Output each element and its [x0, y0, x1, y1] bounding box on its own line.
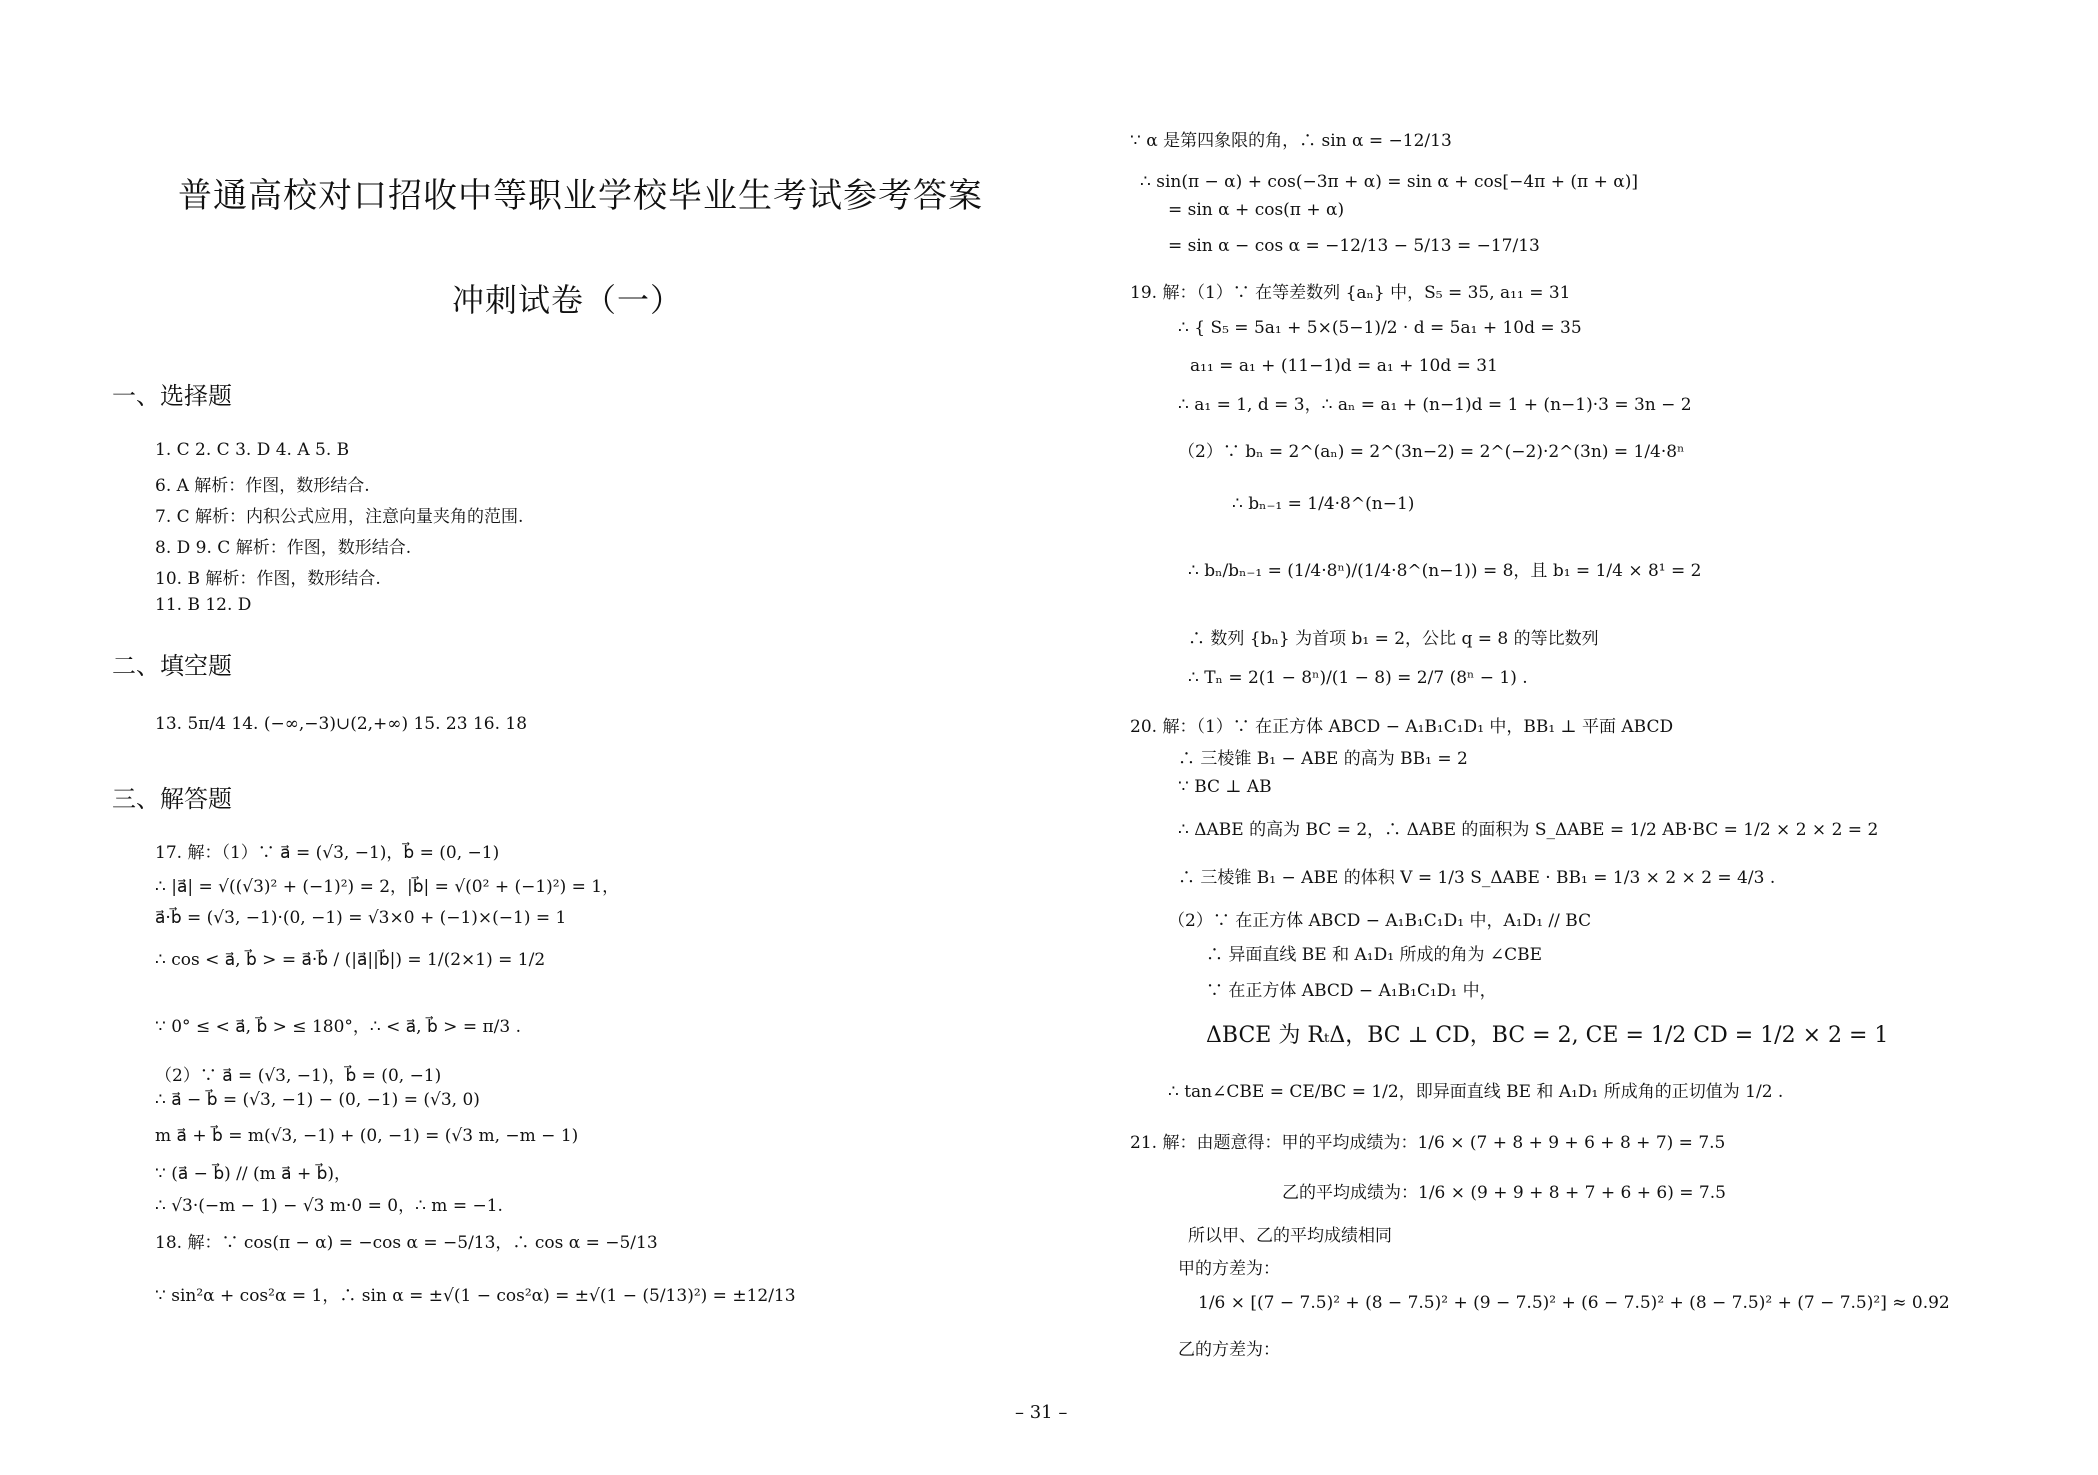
- solution-line: ∴ √3·(−m − 1) − √3 m·0 = 0，∴ m = −1.: [155, 1196, 503, 1216]
- solution-line: 1/6 × [(7 − 7.5)² + (8 − 7.5)² + (9 − 7.5)² + (6 − 7.5)² + (8 − 7.5)² + (7 − 7.5)²] ≈ 0.92: [1198, 1293, 1950, 1313]
- page-number: – 31 –: [1015, 1402, 1068, 1423]
- choice-line: 6. A 解析：作图，数形结合.: [155, 476, 370, 496]
- solution-line: （2）∵ a⃗ = (√3, −1)，b⃗ = (0, −1): [155, 1066, 442, 1086]
- solution-line: 18. 解：∵ cos(π − α) = −cos α = −5/13，∴ cos α = −5/13: [155, 1233, 658, 1253]
- solution-line: ∴ a⃗ − b⃗ = (√3, −1) − (0, −1) = (√3, 0): [155, 1090, 480, 1110]
- solution-line: 所以甲、乙的平均成绩相同: [1188, 1226, 1392, 1246]
- solution-line: ∵ 在正方体 ABCD − A₁B₁C₁D₁ 中，: [1206, 981, 1497, 1001]
- solution-line: ∴ 数列 {bₙ} 为首项 b₁ = 2，公比 q = 8 的等比数列: [1188, 629, 1599, 649]
- solution-line: （2）∵ 在正方体 ABCD − A₁B₁C₁D₁ 中，A₁D₁ // BC: [1168, 911, 1592, 931]
- solution-line: ∵ (a⃗ − b⃗) // (m a⃗ + b⃗)，: [155, 1164, 352, 1184]
- solution-line: ∴ bₙ/bₙ₋₁ = (1/4·8ⁿ)/(1/4·8^(n−1)) = 8，且 b₁ = 1/4 × 8¹ = 2: [1188, 561, 1702, 581]
- choice-line: 10. B 解析：作图，数形结合.: [155, 569, 381, 589]
- solution-line: ∴ a₁ = 1, d = 3，∴ aₙ = a₁ + (n−1)d = 1 + (n−1)·3 = 3n − 2: [1178, 395, 1692, 415]
- solution-line: ∵ 0° ≤ < a⃗, b⃗ > ≤ 180°，∴ < a⃗, b⃗ > = π/3 .: [155, 1017, 522, 1037]
- solution-line: ∴ 三棱锥 B₁ − ABE 的高为 BB₁ = 2: [1178, 749, 1468, 769]
- solution-line: ΔBCE 为 RₜΔ，BC ⊥ CD，BC = 2, CE = 1/2 CD = 1/2 × 2 = 1: [1206, 1023, 1889, 1048]
- section-heading-fill: 二、填空题: [112, 652, 232, 680]
- solution-line: ∵ sin²α + cos²α = 1，∴ sin α = ±√(1 − cos²α) = ±√(1 − (5/13)²) = ±12/13: [155, 1286, 796, 1306]
- solution-line: ∴ 三棱锥 B₁ − ABE 的体积 V = 1/3 S_ΔABE · BB₁ = 1/3 × 2 × 2 = 4/3 .: [1178, 868, 1776, 888]
- choice-line: 1. C 2. C 3. D 4. A 5. B: [155, 440, 350, 460]
- choice-line: 11. B 12. D: [155, 595, 252, 615]
- solution-line: 17. 解：（1）∵ a⃗ = (√3, −1)，b⃗ = (0, −1): [155, 843, 500, 863]
- solution-line: a₁₁ = a₁ + (11−1)d = a₁ + 10d = 31: [1190, 356, 1498, 376]
- solution-line: 乙的方差为：: [1178, 1340, 1280, 1360]
- solution-line: 20. 解：（1）∵ 在正方体 ABCD − A₁B₁C₁D₁ 中，BB₁ ⊥ 平面 ABCD: [1130, 717, 1674, 737]
- solution-line: 19. 解：（1）∵ 在等差数列 {aₙ} 中，S₅ = 35, a₁₁ = 31: [1130, 283, 1571, 303]
- section-heading-answer: 三、解答题: [112, 785, 232, 813]
- choice-line: 8. D 9. C 解析：作图，数形结合.: [155, 538, 412, 558]
- solution-line: （2）∵ bₙ = 2^(aₙ) = 2^(3n−2) = 2^(−2)·2^(3n) = 1/4·8ⁿ: [1178, 442, 1685, 462]
- choice-line: 7. C 解析：内积公式应用，注意向量夹角的范围.: [155, 507, 524, 527]
- solution-line: ∵ α 是第四象限的角，∴ sin α = −12/13: [1130, 131, 1452, 151]
- solution-line: ∴ ΔABE 的高为 BC = 2，∴ ΔABE 的面积为 S_ΔABE = 1/2 AB·BC = 1/2 × 2 × 2 = 2: [1178, 820, 1879, 840]
- solution-line: 甲的方差为：: [1178, 1259, 1280, 1279]
- solution-line: ∴ |a⃗| = √((√3)² + (−1)²) = 2，|b⃗| = √(0² + (−1)²) = 1，: [155, 877, 620, 897]
- solution-line: = sin α − cos α = −12/13 − 5/13 = −17/13: [1168, 236, 1540, 256]
- solution-line: = sin α + cos(π + α): [1168, 200, 1345, 220]
- fill-line: 13. 5π/4 14. (−∞,−3)∪(2,+∞) 15. 23 16. 18: [155, 714, 528, 734]
- solution-line: ∴ tan∠CBE = CE/BC = 1/2，即异面直线 BE 和 A₁D₁ 所成角的正切值为 1/2 .: [1168, 1082, 1784, 1102]
- solution-line: a⃗·b⃗ = (√3, −1)·(0, −1) = √3×0 + (−1)×(−1) = 1: [155, 908, 567, 928]
- solution-line: ∵ BC ⊥ AB: [1178, 777, 1272, 797]
- solution-line: 乙的平均成绩为：1/6 × (9 + 9 + 8 + 7 + 6 + 6) = 7.5: [1282, 1183, 1726, 1203]
- solution-line: m a⃗ + b⃗ = m(√3, −1) + (0, −1) = (√3 m, −m − 1): [155, 1126, 579, 1146]
- solution-line: ∴ 异面直线 BE 和 A₁D₁ 所成的角为 ∠CBE: [1206, 945, 1543, 965]
- solution-line: ∴ sin(π − α) + cos(−3π + α) = sin α + cos[−4π + (π + α)]: [1140, 172, 1638, 192]
- page-title: 普通高校对口招收中等职业学校毕业生考试参考答案: [178, 176, 983, 216]
- solution-line: ∴ cos < a⃗, b⃗ > = a⃗·b⃗ / (|a⃗||b⃗|) = 1/(2×1) = 1/2: [155, 950, 546, 970]
- section-heading-choice: 一、选择题: [112, 382, 232, 410]
- page-subtitle: 冲刺试卷（一）: [452, 281, 684, 319]
- solution-line: ∴ Tₙ = 2(1 − 8ⁿ)/(1 − 8) = 2/7 (8ⁿ − 1) .: [1188, 668, 1528, 688]
- solution-line: ∴ bₙ₋₁ = 1/4·8^(n−1): [1232, 494, 1415, 514]
- solution-line: ∴ { S₅ = 5a₁ + 5×(5−1)/2 · d = 5a₁ + 10d = 35: [1178, 318, 1582, 338]
- solution-line: 21. 解：由题意得：甲的平均成绩为：1/6 × (7 + 8 + 9 + 6 + 8 + 7) = 7.5: [1130, 1133, 1726, 1153]
